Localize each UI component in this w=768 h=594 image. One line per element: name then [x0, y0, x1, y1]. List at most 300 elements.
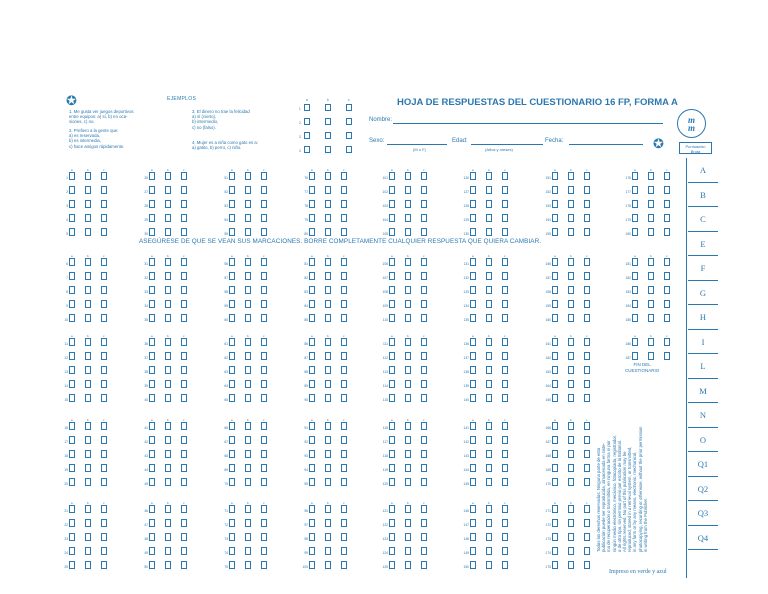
answer-box-b[interactable] — [245, 464, 251, 472]
answer-box-b[interactable] — [165, 436, 171, 444]
answer-box-b[interactable] — [648, 254, 654, 266]
answer-box-a[interactable] — [149, 272, 155, 280]
factor-o[interactable]: O — [688, 428, 718, 453]
answer-box-c[interactable] — [101, 366, 107, 374]
answer-box-a[interactable] — [552, 200, 558, 208]
answer-box-a[interactable] — [149, 464, 155, 472]
answer-box-c[interactable] — [664, 214, 670, 222]
answer-box-a[interactable] — [149, 254, 155, 266]
answer-box-a[interactable] — [229, 464, 235, 472]
answer-box-c[interactable] — [584, 380, 590, 388]
answer-box-b[interactable] — [486, 334, 492, 346]
answer-box-a[interactable] — [389, 436, 395, 444]
answer-box-a[interactable] — [552, 228, 558, 236]
answer-box-b[interactable] — [165, 418, 171, 430]
answer-box-c[interactable] — [584, 464, 590, 472]
answer-box-a[interactable] — [149, 186, 155, 194]
answer-box-b[interactable] — [648, 272, 654, 280]
answer-box-c[interactable] — [584, 478, 590, 486]
answer-box-c[interactable] — [584, 254, 590, 266]
answer-box-b[interactable] — [325, 533, 331, 541]
answer-box-b[interactable] — [648, 300, 654, 308]
answer-box-a[interactable] — [149, 561, 155, 569]
answer-box-a[interactable] — [309, 547, 315, 555]
answer-box-b[interactable] — [568, 272, 574, 280]
answer-box-b[interactable] — [568, 464, 574, 472]
answer-box-b[interactable] — [85, 501, 91, 513]
answer-box-c[interactable] — [341, 418, 347, 430]
answer-box-a[interactable] — [470, 254, 476, 266]
answer-box-a[interactable] — [309, 186, 315, 194]
answer-box-c[interactable] — [421, 464, 427, 472]
answer-box-c[interactable] — [181, 214, 187, 222]
answer-box-b[interactable] — [325, 547, 331, 555]
answer-box-c[interactable] — [181, 478, 187, 486]
age-field[interactable] — [471, 144, 543, 145]
answer-box-b[interactable] — [648, 186, 654, 194]
answer-box-b[interactable] — [648, 334, 654, 346]
answer-box-b[interactable] — [405, 186, 411, 194]
answer-box-b[interactable] — [85, 228, 91, 236]
answer-box-c[interactable] — [101, 501, 107, 513]
answer-box-b[interactable] — [568, 214, 574, 222]
answer-box-a[interactable] — [552, 214, 558, 222]
answer-box-b[interactable] — [245, 334, 251, 346]
answer-box-c[interactable] — [341, 380, 347, 388]
answer-box-a[interactable] — [69, 286, 75, 294]
answer-box-b[interactable] — [648, 286, 654, 294]
answer-box-c[interactable] — [421, 366, 427, 374]
answer-box-c[interactable] — [341, 501, 347, 513]
answer-box-a[interactable] — [470, 501, 476, 513]
answer-box-c[interactable] — [261, 334, 267, 346]
answer-box-a[interactable] — [389, 334, 395, 346]
answer-box-c[interactable] — [181, 464, 187, 472]
answer-box-c[interactable] — [421, 436, 427, 444]
answer-box-c[interactable] — [664, 272, 670, 280]
answer-box-b[interactable] — [245, 478, 251, 486]
answer-box-a[interactable] — [470, 352, 476, 360]
answer-box-b[interactable] — [165, 228, 171, 236]
answer-box-c[interactable] — [502, 418, 508, 430]
answer-box-a[interactable] — [149, 519, 155, 527]
factor-h[interactable]: H — [688, 305, 718, 330]
answer-box-a[interactable] — [552, 286, 558, 294]
answer-box-c[interactable] — [502, 168, 508, 180]
answer-box-b[interactable] — [486, 533, 492, 541]
answer-box-c[interactable] — [584, 533, 590, 541]
answer-box-b[interactable] — [165, 254, 171, 266]
answer-box-b[interactable] — [405, 272, 411, 280]
answer-box-b[interactable] — [325, 464, 331, 472]
answer-box-c[interactable] — [502, 501, 508, 513]
answer-box-b[interactable] — [245, 228, 251, 236]
answer-box-c[interactable] — [584, 286, 590, 294]
factor-e[interactable]: E — [688, 232, 718, 257]
answer-box-c[interactable] — [502, 478, 508, 486]
answer-box-a[interactable] — [552, 254, 558, 266]
answer-box-a[interactable] — [229, 272, 235, 280]
answer-box-a[interactable] — [470, 300, 476, 308]
answer-box-c[interactable] — [664, 334, 670, 346]
answer-box-a[interactable] — [389, 394, 395, 402]
answer-box-c[interactable] — [341, 519, 347, 527]
answer-box-a[interactable] — [470, 561, 476, 569]
answer-box-c[interactable] — [502, 214, 508, 222]
answer-box-b[interactable] — [85, 450, 91, 458]
answer-box-a[interactable] — [229, 186, 235, 194]
answer-box-a[interactable] — [470, 519, 476, 527]
answer-box-a[interactable] — [69, 254, 75, 266]
answer-box-c[interactable] — [261, 450, 267, 458]
answer-box-a[interactable] — [149, 547, 155, 555]
answer-box-c[interactable] — [421, 533, 427, 541]
answer-box-b[interactable] — [486, 272, 492, 280]
answer-box-c[interactable] — [181, 366, 187, 374]
answer-box-a[interactable] — [552, 547, 558, 555]
answer-box-b[interactable] — [85, 561, 91, 569]
answer-box-c[interactable] — [101, 314, 107, 322]
answer-box-a[interactable] — [69, 436, 75, 444]
answer-box-b[interactable] — [405, 168, 411, 180]
answer-box-a[interactable] — [309, 286, 315, 294]
answer-box-b[interactable] — [486, 254, 492, 266]
answer-box-c[interactable] — [261, 214, 267, 222]
answer-box-a[interactable] — [389, 300, 395, 308]
answer-box-b[interactable] — [568, 561, 574, 569]
answer-box-b[interactable] — [245, 394, 251, 402]
answer-box-a[interactable] — [229, 286, 235, 294]
answer-box-b[interactable] — [325, 380, 331, 388]
answer-box-c[interactable] — [341, 314, 347, 322]
answer-box-a[interactable] — [552, 478, 558, 486]
answer-box-a[interactable] — [149, 380, 155, 388]
answer-box-b[interactable] — [486, 186, 492, 194]
answer-box-c[interactable] — [421, 286, 427, 294]
answer-box-c[interactable] — [421, 394, 427, 402]
answer-box-c[interactable] — [261, 464, 267, 472]
answer-box-b[interactable] — [405, 561, 411, 569]
answer-box-b[interactable] — [165, 533, 171, 541]
answer-box-a[interactable] — [632, 334, 638, 346]
answer-box-c[interactable] — [421, 300, 427, 308]
answer-box-b[interactable] — [325, 436, 331, 444]
answer-box-c[interactable] — [261, 478, 267, 486]
answer-box-b[interactable] — [85, 533, 91, 541]
answer-box-c[interactable] — [181, 380, 187, 388]
answer-box-a[interactable] — [149, 478, 155, 486]
answer-box-c[interactable] — [341, 334, 347, 346]
answer-box-b[interactable] — [648, 314, 654, 322]
answer-box-a[interactable] — [389, 272, 395, 280]
answer-box-a[interactable] — [470, 314, 476, 322]
answer-box-a[interactable] — [229, 519, 235, 527]
answer-box-c[interactable] — [584, 300, 590, 308]
answer-box-a[interactable] — [149, 200, 155, 208]
answer-box-a[interactable] — [470, 286, 476, 294]
answer-box-a[interactable] — [69, 533, 75, 541]
answer-box-c[interactable] — [584, 547, 590, 555]
answer-box-c[interactable] — [341, 200, 347, 208]
answer-box-c[interactable] — [584, 561, 590, 569]
answer-box-c[interactable] — [181, 394, 187, 402]
answer-box-a[interactable] — [632, 200, 638, 208]
answer-box-c[interactable] — [101, 168, 107, 180]
answer-box-b[interactable] — [245, 300, 251, 308]
answer-box-a[interactable] — [229, 214, 235, 222]
answer-box-a[interactable] — [309, 334, 315, 346]
answer-box-b[interactable] — [85, 464, 91, 472]
answer-box-a[interactable] — [309, 450, 315, 458]
answer-box-a[interactable] — [69, 380, 75, 388]
answer-box-c[interactable] — [341, 254, 347, 266]
answer-box-b[interactable] — [486, 214, 492, 222]
answer-box-b[interactable] — [85, 334, 91, 346]
answer-box-a[interactable] — [470, 186, 476, 194]
answer-box-c[interactable] — [502, 436, 508, 444]
answer-box-a[interactable] — [69, 334, 75, 346]
answer-box-a[interactable] — [309, 519, 315, 527]
answer-box-b[interactable] — [568, 286, 574, 294]
answer-box-b[interactable] — [568, 228, 574, 236]
answer-box-a[interactable] — [149, 228, 155, 236]
factor-q3[interactable]: Q3 — [688, 501, 718, 526]
answer-box-a[interactable] — [229, 418, 235, 430]
answer-box-a[interactable] — [470, 228, 476, 236]
answer-box-c[interactable] — [664, 228, 670, 236]
answer-box-c[interactable] — [421, 272, 427, 280]
answer-box-c[interactable] — [502, 314, 508, 322]
answer-box-b[interactable] — [405, 200, 411, 208]
answer-box-a[interactable] — [389, 314, 395, 322]
answer-box-a[interactable] — [69, 478, 75, 486]
answer-box-b[interactable] — [245, 352, 251, 360]
answer-box-a[interactable] — [389, 464, 395, 472]
answer-box-c[interactable] — [584, 436, 590, 444]
answer-box-a[interactable] — [229, 501, 235, 513]
answer-box-a[interactable] — [309, 561, 315, 569]
answer-box-a[interactable] — [229, 300, 235, 308]
answer-box-a[interactable] — [552, 168, 558, 180]
answer-box-a[interactable] — [309, 366, 315, 374]
answer-box-a[interactable] — [229, 228, 235, 236]
answer-box-a[interactable] — [69, 200, 75, 208]
answer-box-b[interactable] — [405, 254, 411, 266]
answer-box-a[interactable] — [149, 394, 155, 402]
answer-box-b[interactable] — [486, 228, 492, 236]
answer-box-b[interactable] — [405, 478, 411, 486]
answer-box-a[interactable] — [309, 380, 315, 388]
answer-box-a[interactable] — [309, 254, 315, 266]
answer-box-c[interactable] — [421, 547, 427, 555]
answer-box-c[interactable] — [101, 334, 107, 346]
answer-box-c[interactable] — [664, 186, 670, 194]
answer-box-a[interactable] — [229, 561, 235, 569]
answer-box-b[interactable] — [85, 547, 91, 555]
answer-box-c[interactable] — [421, 186, 427, 194]
answer-box-c[interactable] — [502, 450, 508, 458]
answer-box-c[interactable] — [584, 366, 590, 374]
answer-box-a[interactable] — [69, 314, 75, 322]
answer-box-b[interactable] — [648, 228, 654, 236]
answer-box-c[interactable] — [341, 547, 347, 555]
answer-box-c[interactable] — [664, 314, 670, 322]
answer-box-b[interactable] — [405, 334, 411, 346]
answer-box-a[interactable] — [389, 254, 395, 266]
answer-box-b[interactable] — [165, 214, 171, 222]
answer-box-a[interactable] — [149, 450, 155, 458]
answer-box-a[interactable] — [632, 286, 638, 294]
answer-box-c[interactable] — [181, 334, 187, 346]
answer-box-c[interactable] — [101, 533, 107, 541]
answer-box-b[interactable] — [568, 533, 574, 541]
answer-box-a[interactable] — [632, 254, 638, 266]
answer-box-b[interactable] — [648, 214, 654, 222]
answer-box-c[interactable] — [341, 464, 347, 472]
answer-box-c[interactable] — [502, 533, 508, 541]
answer-box-c[interactable] — [101, 436, 107, 444]
answer-box-b[interactable] — [165, 272, 171, 280]
answer-box-a[interactable] — [69, 501, 75, 513]
answer-box-c[interactable] — [584, 334, 590, 346]
answer-box-a[interactable] — [470, 394, 476, 402]
answer-box-a[interactable] — [389, 547, 395, 555]
answer-box-b[interactable] — [486, 380, 492, 388]
answer-box-c[interactable] — [261, 272, 267, 280]
answer-box-c[interactable] — [101, 300, 107, 308]
answer-box-a[interactable] — [149, 314, 155, 322]
answer-box-b[interactable] — [325, 272, 331, 280]
answer-box-c[interactable] — [421, 561, 427, 569]
answer-box-a[interactable] — [309, 300, 315, 308]
answer-box-b[interactable] — [405, 314, 411, 322]
answer-box-a[interactable] — [552, 464, 558, 472]
answer-box-c[interactable] — [664, 352, 670, 360]
answer-box-a[interactable] — [389, 186, 395, 194]
answer-box-b[interactable] — [85, 380, 91, 388]
answer-box-c[interactable] — [341, 436, 347, 444]
answer-box-c[interactable] — [502, 547, 508, 555]
answer-box-c[interactable] — [341, 300, 347, 308]
answer-box-b[interactable] — [245, 272, 251, 280]
answer-box-c[interactable] — [341, 450, 347, 458]
answer-box-a[interactable] — [149, 501, 155, 513]
answer-box-a[interactable] — [309, 272, 315, 280]
answer-box-a[interactable] — [389, 380, 395, 388]
answer-box-b[interactable] — [85, 272, 91, 280]
answer-box-b[interactable] — [568, 547, 574, 555]
answer-box-c[interactable] — [421, 501, 427, 513]
answer-box-c[interactable] — [584, 501, 590, 513]
answer-box-a[interactable] — [389, 533, 395, 541]
answer-box-a[interactable] — [552, 436, 558, 444]
answer-box-b[interactable] — [245, 168, 251, 180]
answer-box-c[interactable] — [261, 186, 267, 194]
factor-b[interactable]: B — [688, 183, 718, 208]
answer-box-b[interactable] — [568, 300, 574, 308]
answer-box-a[interactable] — [309, 314, 315, 322]
answer-box-c[interactable] — [341, 286, 347, 294]
answer-box-a[interactable] — [552, 300, 558, 308]
answer-box-c[interactable] — [584, 272, 590, 280]
answer-box-a[interactable] — [69, 168, 75, 180]
answer-box-a[interactable] — [389, 450, 395, 458]
answer-box-c[interactable] — [421, 254, 427, 266]
answer-box-c[interactable] — [502, 394, 508, 402]
answer-box-b[interactable] — [568, 186, 574, 194]
factor-c[interactable]: C — [688, 207, 718, 232]
answer-box-b[interactable] — [245, 366, 251, 374]
answer-box-a[interactable] — [552, 272, 558, 280]
answer-box-b[interactable] — [568, 450, 574, 458]
answer-box-a[interactable] — [552, 380, 558, 388]
answer-box-c[interactable] — [341, 478, 347, 486]
answer-box-b[interactable] — [85, 519, 91, 527]
answer-box-c[interactable] — [261, 314, 267, 322]
answer-box-a[interactable] — [632, 168, 638, 180]
answer-box-a[interactable] — [552, 519, 558, 527]
answer-box-b[interactable] — [85, 436, 91, 444]
answer-box-b[interactable] — [245, 314, 251, 322]
answer-box-b[interactable] — [85, 200, 91, 208]
answer-box-c[interactable] — [341, 561, 347, 569]
answer-box-b[interactable] — [486, 200, 492, 208]
answer-box-c[interactable] — [502, 519, 508, 527]
answer-box-c[interactable] — [101, 519, 107, 527]
answer-box-b[interactable] — [568, 380, 574, 388]
answer-box-c[interactable] — [421, 380, 427, 388]
name-field[interactable] — [393, 123, 663, 124]
answer-box-c[interactable] — [261, 418, 267, 430]
answer-box-c[interactable] — [261, 533, 267, 541]
answer-box-a[interactable] — [229, 380, 235, 388]
answer-box-a[interactable] — [389, 352, 395, 360]
answer-box-b[interactable] — [486, 519, 492, 527]
answer-box-a[interactable] — [470, 334, 476, 346]
answer-box-c[interactable] — [261, 501, 267, 513]
answer-box-c[interactable] — [101, 450, 107, 458]
answer-box-b[interactable] — [405, 547, 411, 555]
answer-box-c[interactable] — [664, 254, 670, 266]
answer-box-c[interactable] — [261, 380, 267, 388]
answer-box-c[interactable] — [181, 450, 187, 458]
answer-box-a[interactable] — [309, 533, 315, 541]
answer-box-a[interactable] — [470, 450, 476, 458]
answer-box-b[interactable] — [325, 394, 331, 402]
answer-box-b[interactable] — [405, 450, 411, 458]
answer-box-a[interactable] — [149, 352, 155, 360]
answer-box-a[interactable] — [632, 300, 638, 308]
answer-box-b[interactable] — [245, 547, 251, 555]
answer-box-a[interactable] — [69, 394, 75, 402]
answer-box-a[interactable] — [309, 501, 315, 513]
answer-box-a[interactable] — [69, 519, 75, 527]
answer-box-c[interactable] — [502, 366, 508, 374]
answer-box-c[interactable] — [421, 519, 427, 527]
answer-box-b[interactable] — [85, 478, 91, 486]
answer-box-a[interactable] — [309, 168, 315, 180]
answer-box-b[interactable] — [165, 168, 171, 180]
answer-box-c[interactable] — [584, 314, 590, 322]
answer-box-c[interactable] — [101, 228, 107, 236]
answer-box-c[interactable] — [181, 501, 187, 513]
answer-box-a[interactable] — [470, 436, 476, 444]
answer-box-c[interactable] — [341, 352, 347, 360]
answer-box-c[interactable] — [421, 314, 427, 322]
answer-box-c[interactable] — [584, 352, 590, 360]
answer-box-a[interactable] — [389, 478, 395, 486]
answer-box-b[interactable] — [325, 214, 331, 222]
